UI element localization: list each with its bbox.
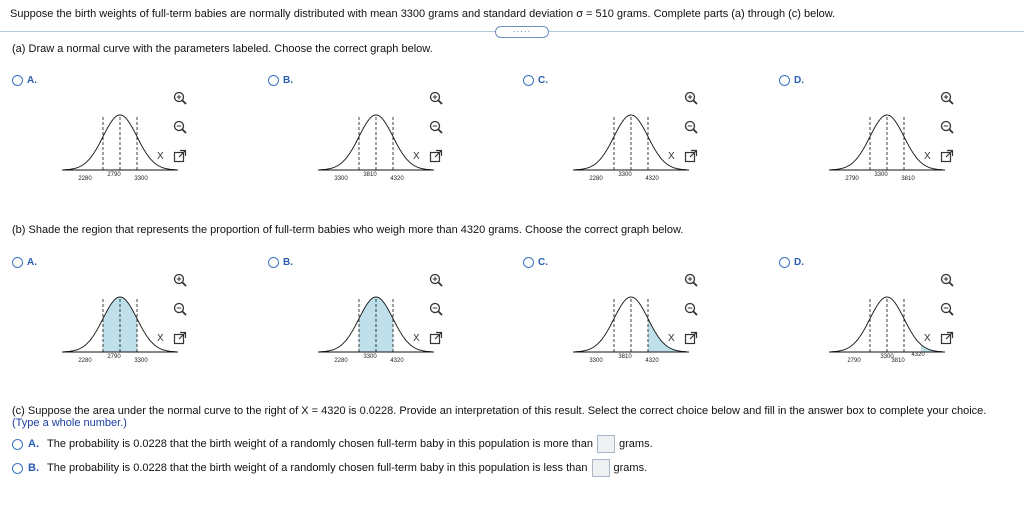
part-c-label: (c) Suppose the area under the normal curve to the right of X = 4320 is 0.0228. Provide an interpretation of this result. Select the correct choice below and fill in the answer box to complete your choice. <box>12 405 987 417</box>
expand-window-icon[interactable] <box>428 330 444 346</box>
tick-label: 3300 <box>334 176 348 182</box>
x-axis-label: X <box>413 151 420 162</box>
expand-window-icon[interactable] <box>172 148 188 164</box>
radio-c-b[interactable] <box>12 463 23 474</box>
choice-letter: A. <box>27 257 37 268</box>
tick-label: 3300 <box>618 172 632 178</box>
zoom-out-icon[interactable] <box>683 119 699 135</box>
zoom-in-icon[interactable] <box>172 272 188 288</box>
radio-button[interactable] <box>779 75 790 86</box>
normal-curve-graph <box>827 95 947 195</box>
zoom-out-icon[interactable] <box>939 119 955 135</box>
zoom-in-icon[interactable] <box>428 272 444 288</box>
tick-label: 3300 <box>134 176 148 182</box>
zoom-out-icon[interactable] <box>172 301 188 317</box>
zoom-out-icon[interactable] <box>172 119 188 135</box>
x-axis-label: X <box>157 151 164 162</box>
tick-label: 4320 <box>645 358 659 364</box>
tick-label: 2790 <box>845 176 859 182</box>
part-b-label: (b) Shade the region that represents the proportion of full-term babies who weigh more than 4320 grams. Choose the correct graph below. <box>12 224 684 236</box>
tick-label: 2280 <box>78 358 92 364</box>
zoom-out-icon[interactable] <box>939 301 955 317</box>
expand-button[interactable]: ····· <box>495 26 549 38</box>
expand-window-icon[interactable] <box>683 148 699 164</box>
part-a-label: (a) Draw a normal curve with the parameters labeled. Choose the correct graph below. <box>12 43 433 55</box>
tick-label: 3300 <box>589 358 603 364</box>
tick-label: 3810 <box>891 358 905 364</box>
radio-button[interactable] <box>12 257 23 268</box>
radio-button[interactable] <box>12 75 23 86</box>
choice-b-c[interactable] <box>523 257 548 268</box>
choice-c-a-letter: A. <box>28 438 39 450</box>
part-c <box>12 405 986 477</box>
tick-label: 3300 <box>880 354 894 360</box>
choice-letter: D. <box>794 75 804 86</box>
tick-label: 3300 <box>134 358 148 364</box>
radio-button[interactable] <box>523 257 534 268</box>
choice-c-a-text: The probability is 0.0228 that the birth weight of a randomly chosen full-term baby in this population is more than <box>47 438 594 450</box>
zoom-out-icon[interactable] <box>683 301 699 317</box>
normal-curve-graph <box>571 95 691 195</box>
expand-window-icon[interactable] <box>683 330 699 346</box>
expand-window-icon[interactable] <box>428 148 444 164</box>
normal-curve-graph <box>316 95 436 195</box>
tick-label: 2280 <box>78 176 92 182</box>
choice-letter: B. <box>283 257 293 268</box>
zoom-in-icon[interactable] <box>428 90 444 106</box>
choice-c-b-unit: grams. <box>613 462 648 474</box>
tick-label: 3810 <box>363 172 377 178</box>
tick-label: 3300 <box>874 172 888 178</box>
choice-b-b[interactable] <box>268 257 293 268</box>
expand-window-icon[interactable] <box>939 148 955 164</box>
expand-window-icon[interactable] <box>939 330 955 346</box>
x-axis-label: X <box>668 333 675 344</box>
zoom-in-icon[interactable] <box>939 272 955 288</box>
tick-label: 4320 <box>645 176 659 182</box>
normal-curve-graph <box>60 95 180 195</box>
x-axis-label: X <box>924 151 931 162</box>
zoom-out-icon[interactable] <box>428 301 444 317</box>
choice-a-b[interactable] <box>268 75 293 86</box>
choice-letter: A. <box>27 75 37 86</box>
tick-label: 3300 <box>363 354 377 360</box>
x-axis-label: X <box>157 333 164 344</box>
zoom-in-icon[interactable] <box>683 90 699 106</box>
choice-letter: D. <box>794 257 804 268</box>
choice-b-d[interactable] <box>779 257 804 268</box>
zoom-in-icon[interactable] <box>683 272 699 288</box>
answer-box-a[interactable] <box>597 435 615 453</box>
normal-curve-graph <box>316 277 436 377</box>
choice-a-c[interactable] <box>523 75 548 86</box>
x-axis-label: X <box>668 151 675 162</box>
x-axis-label: X <box>413 333 420 344</box>
answer-box-b[interactable] <box>592 459 610 477</box>
tick-label: 3810 <box>618 354 632 360</box>
tick-label: 2790 <box>847 358 861 364</box>
choice-c-b[interactable] <box>12 459 986 477</box>
choice-letter: B. <box>283 75 293 86</box>
zoom-out-icon[interactable] <box>428 119 444 135</box>
radio-button[interactable] <box>779 257 790 268</box>
radio-button[interactable] <box>268 257 279 268</box>
choice-c-a-unit: grams. <box>619 438 653 450</box>
tick-label: 2790 <box>107 354 121 360</box>
tick-label: 4320 <box>390 358 404 364</box>
radio-c-a[interactable] <box>12 439 23 450</box>
zoom-in-icon[interactable] <box>939 90 955 106</box>
normal-curve-graph <box>60 277 180 377</box>
choice-letter: C. <box>538 75 548 86</box>
part-c-instruction: (Type a whole number.) <box>12 417 127 429</box>
normal-curve-graph <box>571 277 691 377</box>
tick-label: 3810 <box>901 176 915 182</box>
choice-a-a[interactable] <box>12 75 37 86</box>
choice-c-b-text: The probability is 0.0228 that the birth weight of a randomly chosen full-term baby in this population is less than <box>47 462 588 474</box>
tick-label: 2280 <box>334 358 348 364</box>
expand-window-icon[interactable] <box>172 330 188 346</box>
problem-statement: Suppose the birth weights of full-term babies are normally distributed with mean 3300 grams and standard deviation σ = 510 grams. Complete parts (a) through (c) below. <box>10 8 836 20</box>
radio-button[interactable] <box>523 75 534 86</box>
tick-label: 2790 <box>107 172 121 178</box>
choice-c-b-letter: B. <box>28 462 39 474</box>
tick-label: 4320 <box>390 176 404 182</box>
choice-b-a[interactable] <box>12 257 37 268</box>
choice-c-a[interactable] <box>12 435 986 453</box>
radio-button[interactable] <box>268 75 279 86</box>
x-axis-label: X <box>924 333 931 344</box>
choice-letter: C. <box>538 257 548 268</box>
tick-label: 2280 <box>589 176 603 182</box>
choice-a-d[interactable] <box>779 75 804 86</box>
tick-label: 4320 <box>911 352 925 358</box>
zoom-in-icon[interactable] <box>172 90 188 106</box>
normal-curve-graph <box>827 277 947 377</box>
